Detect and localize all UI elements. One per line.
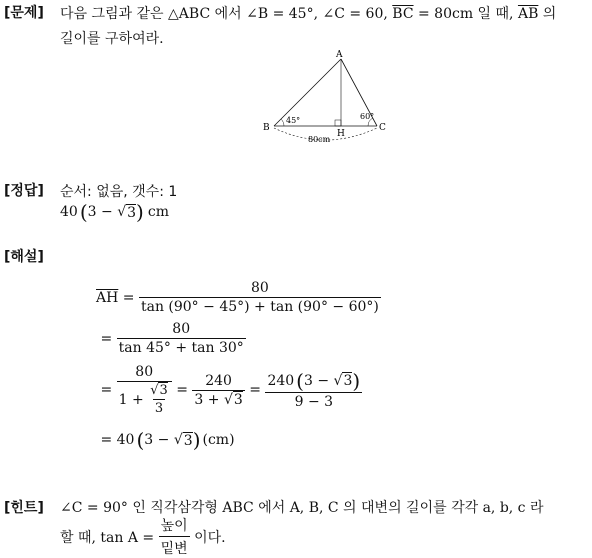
- fraction-4-den-a: 3 +: [194, 391, 224, 408]
- sqrt-arg: 3: [233, 391, 243, 408]
- label-b: B: [263, 123, 270, 133]
- rparen: ): [192, 428, 201, 452]
- problem-text-a: 다음 그림과 같은 △ABC 에서 ∠B = 45°, ∠C = 60,: [60, 6, 393, 22]
- fraction-1-den: tan (90° − 45°) + tan (90° − 60°): [140, 299, 379, 315]
- hint-fraction-num: 높이: [160, 518, 188, 534]
- problem-text-c: 의: [538, 6, 557, 22]
- sqrt-sign: √: [333, 372, 343, 389]
- segment-bc: $\overline{BC}$: [392, 6, 414, 22]
- fraction-3-num: 80: [135, 364, 154, 380]
- final-coef: 40: [116, 432, 135, 448]
- final-unit: (cm): [202, 432, 235, 448]
- equals-sign: =: [171, 382, 193, 398]
- angle-c-label: 60°: [360, 112, 375, 121]
- explanation-line-2: [96, 321, 246, 356]
- fraction-2-den: tan 45° + tan 30°: [118, 340, 244, 356]
- answer-expression: [60, 202, 169, 222]
- fraction-1: [139, 280, 381, 315]
- lparen: (: [296, 368, 304, 393]
- problem-heading: [문제]: [4, 5, 44, 21]
- hint-line-2-b: 이다.: [189, 529, 226, 546]
- sqrt-arg: 3: [159, 383, 168, 398]
- explanation-line-4: [96, 430, 235, 450]
- segment-ah: $\overline{AH}$: [96, 289, 119, 306]
- nested-fraction: [148, 383, 170, 416]
- sqrt-arg: 3: [343, 373, 353, 389]
- fraction-5-coef: 240: [267, 372, 295, 389]
- answer-heading: [정답]: [4, 183, 44, 199]
- explanation-line-3: [96, 364, 362, 416]
- answer-sqrt-sign: √: [117, 204, 127, 220]
- answer-lparen: (: [79, 200, 88, 224]
- fraction-3-den: [117, 381, 172, 416]
- segment-ab: $\overline{AB}$: [517, 6, 539, 22]
- equals-sign: =: [118, 289, 139, 306]
- side-ab: [274, 59, 341, 126]
- minus: −: [312, 372, 334, 389]
- answer-minus: −: [96, 204, 118, 220]
- minus: −: [153, 432, 174, 448]
- equals-sign: =: [96, 330, 117, 347]
- label-a: A: [336, 50, 343, 60]
- hint-line-1: ∠C = 90° 인 직각삼각형 ABC 에서 A, B, C 의 대변의 길이를 각각 a, b, c 라: [60, 500, 544, 516]
- length-label: 80cm: [308, 135, 331, 144]
- answer-coef: 40: [60, 204, 78, 220]
- sqrt-sign: √: [223, 391, 233, 408]
- explanation-line-1: [96, 280, 381, 315]
- fraction-1-num: 80: [251, 280, 269, 296]
- nested-num: [148, 383, 170, 399]
- fraction-2-num: 80: [172, 321, 191, 337]
- answer-sqrt-arg: 3: [127, 204, 137, 221]
- equals-sign: =: [96, 382, 117, 398]
- answer-rparen: ): [136, 200, 144, 224]
- explanation-heading: [해설]: [4, 249, 44, 265]
- three: 3: [144, 432, 154, 448]
- right-angle-mark: [335, 120, 341, 126]
- fraction-4: [192, 373, 244, 408]
- three: 3: [303, 372, 313, 389]
- equals-sign: =: [244, 382, 266, 398]
- angle-b-label: 45°: [286, 116, 301, 125]
- triangle-figure: [260, 46, 390, 150]
- rparen: ): [352, 368, 361, 393]
- fraction-4-num: 240: [205, 372, 232, 389]
- hint-fraction-den: 밑변: [159, 536, 190, 558]
- equals-sign: =: [96, 432, 117, 448]
- answer-unit: cm: [147, 204, 169, 220]
- problem-text-b: = 80cm 일 때,: [413, 6, 518, 22]
- hint-heading: [힌트]: [4, 500, 44, 516]
- label-c: C: [379, 123, 386, 133]
- fraction-3-den-a: 1 +: [118, 391, 149, 408]
- sqrt-sign: √: [150, 383, 159, 398]
- answer-line-1: 순서: 없음, 갯수: 1: [60, 184, 178, 200]
- label-h: H: [337, 129, 345, 139]
- angle-b-arc: [281, 119, 284, 126]
- fraction-3: [117, 364, 172, 416]
- hint-line-2-a: 할 때, tan A =: [60, 529, 159, 546]
- fraction-5: [265, 368, 362, 410]
- fraction-5-num: [265, 368, 362, 393]
- sqrt-arg: 3: [183, 432, 193, 449]
- problem-line-1: [60, 3, 556, 23]
- hint-line-2: [60, 515, 226, 558]
- fraction-5-den: 9 − 3: [265, 392, 362, 410]
- fraction-2: [117, 321, 246, 356]
- sqrt-sign: √: [173, 432, 183, 448]
- lparen: (: [136, 428, 145, 452]
- nested-den: 3: [154, 401, 164, 416]
- fraction-4-den: [192, 390, 244, 408]
- answer-three: 3: [87, 204, 97, 220]
- problem-line-2: 길이를 구하여라.: [60, 31, 164, 47]
- hint-fraction: [159, 515, 190, 558]
